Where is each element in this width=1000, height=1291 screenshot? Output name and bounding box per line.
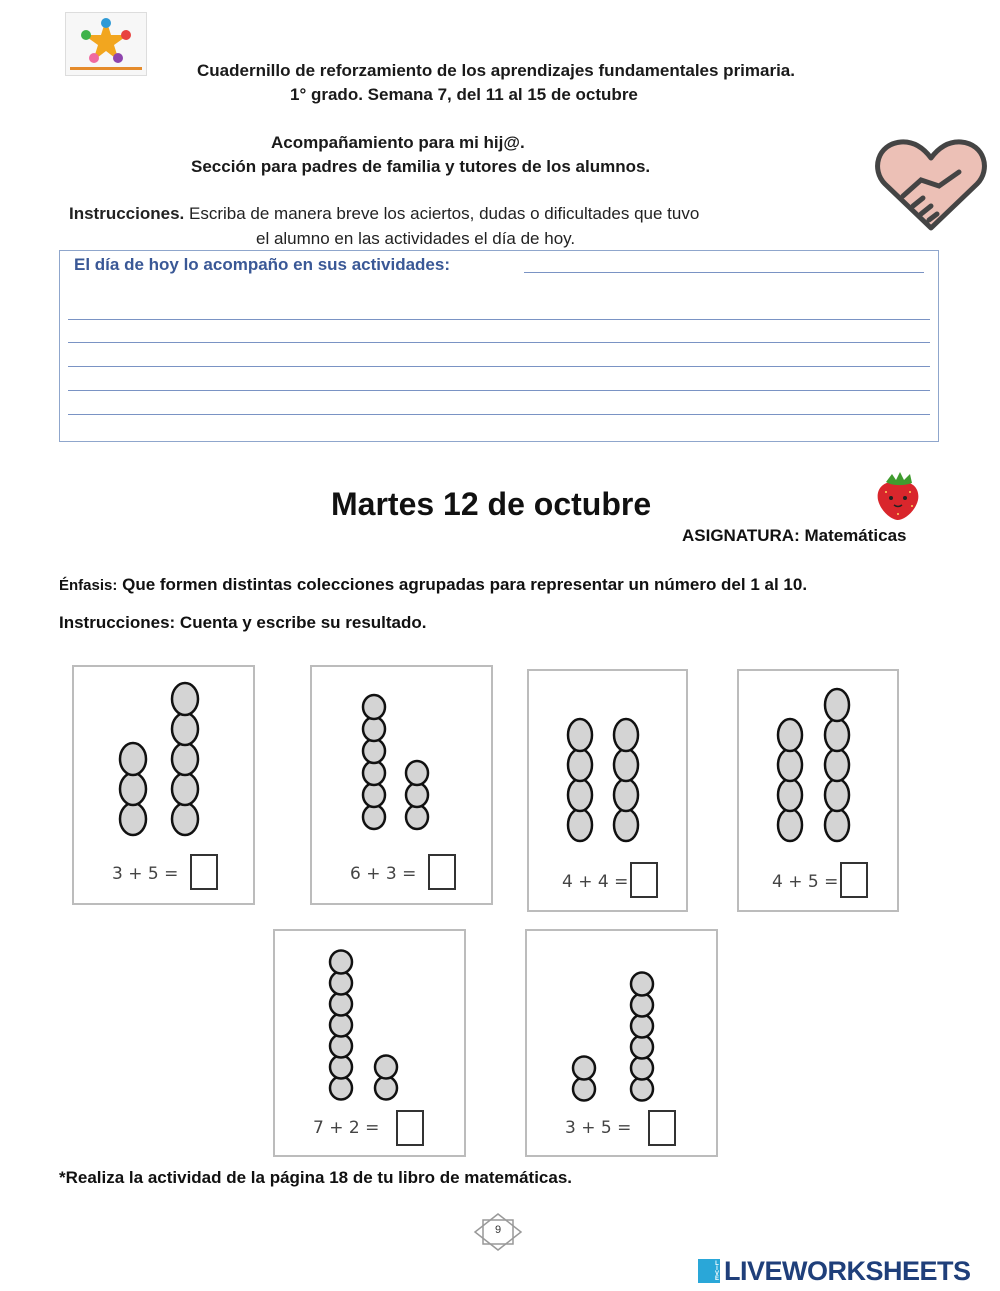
- lesson-title: Martes 12 de octubre: [331, 486, 652, 522]
- counter-circle: [172, 803, 198, 835]
- counter-circle: [172, 743, 198, 775]
- counter-circle: [330, 1014, 352, 1037]
- page-number: 9: [494, 1224, 502, 1236]
- counter-circle: [568, 719, 592, 751]
- parent-notes-label: El día de hoy lo acompaño en sus actividades:: [74, 255, 450, 274]
- counter-circle: [568, 749, 592, 781]
- writing-line-inline[interactable]: [524, 272, 924, 273]
- counter-circle: [406, 783, 428, 807]
- counter-circle: [363, 805, 385, 829]
- counter-circle: [330, 1056, 352, 1079]
- writing-line[interactable]: [68, 390, 930, 391]
- writing-line[interactable]: [68, 342, 930, 343]
- equation-text: 3 + 5 =: [565, 1118, 632, 1138]
- equation-text: 4 + 5 =: [772, 872, 839, 892]
- counter-circle: [614, 779, 638, 811]
- counter-circle: [631, 1015, 653, 1038]
- parents-instructions-line1: [69, 204, 699, 224]
- counter-circle: [568, 779, 592, 811]
- counter-circle: [330, 1077, 352, 1100]
- answer-box[interactable]: [190, 854, 218, 890]
- star-people-icon: [66, 13, 146, 75]
- counter-circle: [825, 809, 849, 841]
- counter-circle: [825, 779, 849, 811]
- parent-notes-box: [59, 250, 939, 442]
- counter-circle: [825, 719, 849, 751]
- counter-circle: [614, 809, 638, 841]
- counter-circle: [120, 743, 146, 775]
- exercise-card: [310, 665, 493, 905]
- answer-box[interactable]: [428, 854, 456, 890]
- counter-circle: [363, 783, 385, 807]
- writing-line[interactable]: [68, 319, 930, 320]
- exercise-card: [737, 669, 899, 912]
- writing-line[interactable]: [68, 366, 930, 367]
- school-logo: [65, 12, 147, 76]
- counter-circle: [778, 779, 802, 811]
- counter-circle: [363, 761, 385, 785]
- parents-instructions-label: Instrucciones.: [69, 204, 185, 223]
- counter-circle: [330, 951, 352, 974]
- counter-circle: [363, 717, 385, 741]
- answer-box[interactable]: [630, 862, 658, 898]
- exercise-instructions: Instrucciones: Cuenta y escribe su resultado.: [59, 613, 427, 632]
- counter-circle: [631, 994, 653, 1017]
- counter-circle: [631, 1057, 653, 1080]
- answer-box[interactable]: [396, 1110, 424, 1146]
- heart-handshake-icon: [873, 136, 989, 234]
- strawberry-icon: [874, 470, 922, 522]
- answer-box[interactable]: [840, 862, 868, 898]
- counter-circle: [631, 1078, 653, 1101]
- header-week: 1° grado. Semana 7, del 11 al 15 de octubre: [290, 85, 638, 104]
- counter-circle: [330, 1035, 352, 1058]
- counter-circle: [172, 713, 198, 745]
- emphasis-line: [59, 575, 807, 595]
- emphasis-text: Que formen distintas colecciones agrupadas para representar un número del 1 al 10.: [122, 575, 808, 594]
- counter-circle: [172, 773, 198, 805]
- parents-instructions-text1: Escriba de manera breve los aciertos, dudas o dificultades que tuvo: [189, 204, 700, 223]
- counter-circle: [406, 761, 428, 785]
- equation-text: 6 + 3 =: [350, 864, 417, 884]
- exercise-card: [273, 929, 466, 1157]
- subject-label: ASIGNATURA: Matemáticas: [682, 526, 907, 545]
- counter-circle: [631, 1036, 653, 1059]
- counter-circle: [825, 749, 849, 781]
- counter-circle: [614, 719, 638, 751]
- header-parents-title: Acompañamiento para mi hij@.: [271, 133, 525, 152]
- counter-circle: [631, 973, 653, 996]
- equation-text: 7 + 2 =: [313, 1118, 380, 1138]
- counter-circle: [375, 1077, 397, 1100]
- answer-box[interactable]: [648, 1110, 676, 1146]
- brand-badge: LIVE: [698, 1259, 720, 1283]
- counter-circle: [120, 773, 146, 805]
- counter-circle: [778, 809, 802, 841]
- counter-circle: [330, 993, 352, 1016]
- counter-circle: [330, 972, 352, 995]
- counter-circle: [778, 719, 802, 751]
- counter-circle: [568, 809, 592, 841]
- exercise-card: [72, 665, 255, 905]
- counter-circle: [573, 1057, 595, 1080]
- counter-circle: [375, 1056, 397, 1079]
- brand-name: LIVEWORKSHEETS: [724, 1256, 971, 1286]
- counter-circle: [120, 803, 146, 835]
- counter-circle: [363, 739, 385, 763]
- header-title: Cuadernillo de reforzamiento de los aprendizajes fundamentales primaria.: [197, 61, 795, 80]
- writing-line[interactable]: [68, 414, 930, 415]
- counter-circle: [825, 689, 849, 721]
- header-parents-section: Sección para padres de familia y tutores de los alumnos.: [191, 157, 651, 176]
- emphasis-label: Énfasis:: [59, 577, 118, 594]
- counter-circle: [363, 695, 385, 719]
- equation-text: 4 + 4 =: [562, 872, 629, 892]
- page-number-badge: [473, 1213, 523, 1251]
- parents-instructions-line2: el alumno en las actividades el día de hoy.: [256, 229, 576, 248]
- exercise-card: [527, 669, 688, 912]
- counter-circle: [778, 749, 802, 781]
- counter-circle: [406, 805, 428, 829]
- exercise-card: [525, 929, 718, 1157]
- counter-circle: [573, 1078, 595, 1101]
- counter-circle: [172, 683, 198, 715]
- counter-circle: [614, 749, 638, 781]
- equation-text: 3 + 5 =: [112, 864, 179, 884]
- book-activity-note: *Realiza la actividad de la página 18 de tu libro de matemáticas.: [59, 1168, 573, 1187]
